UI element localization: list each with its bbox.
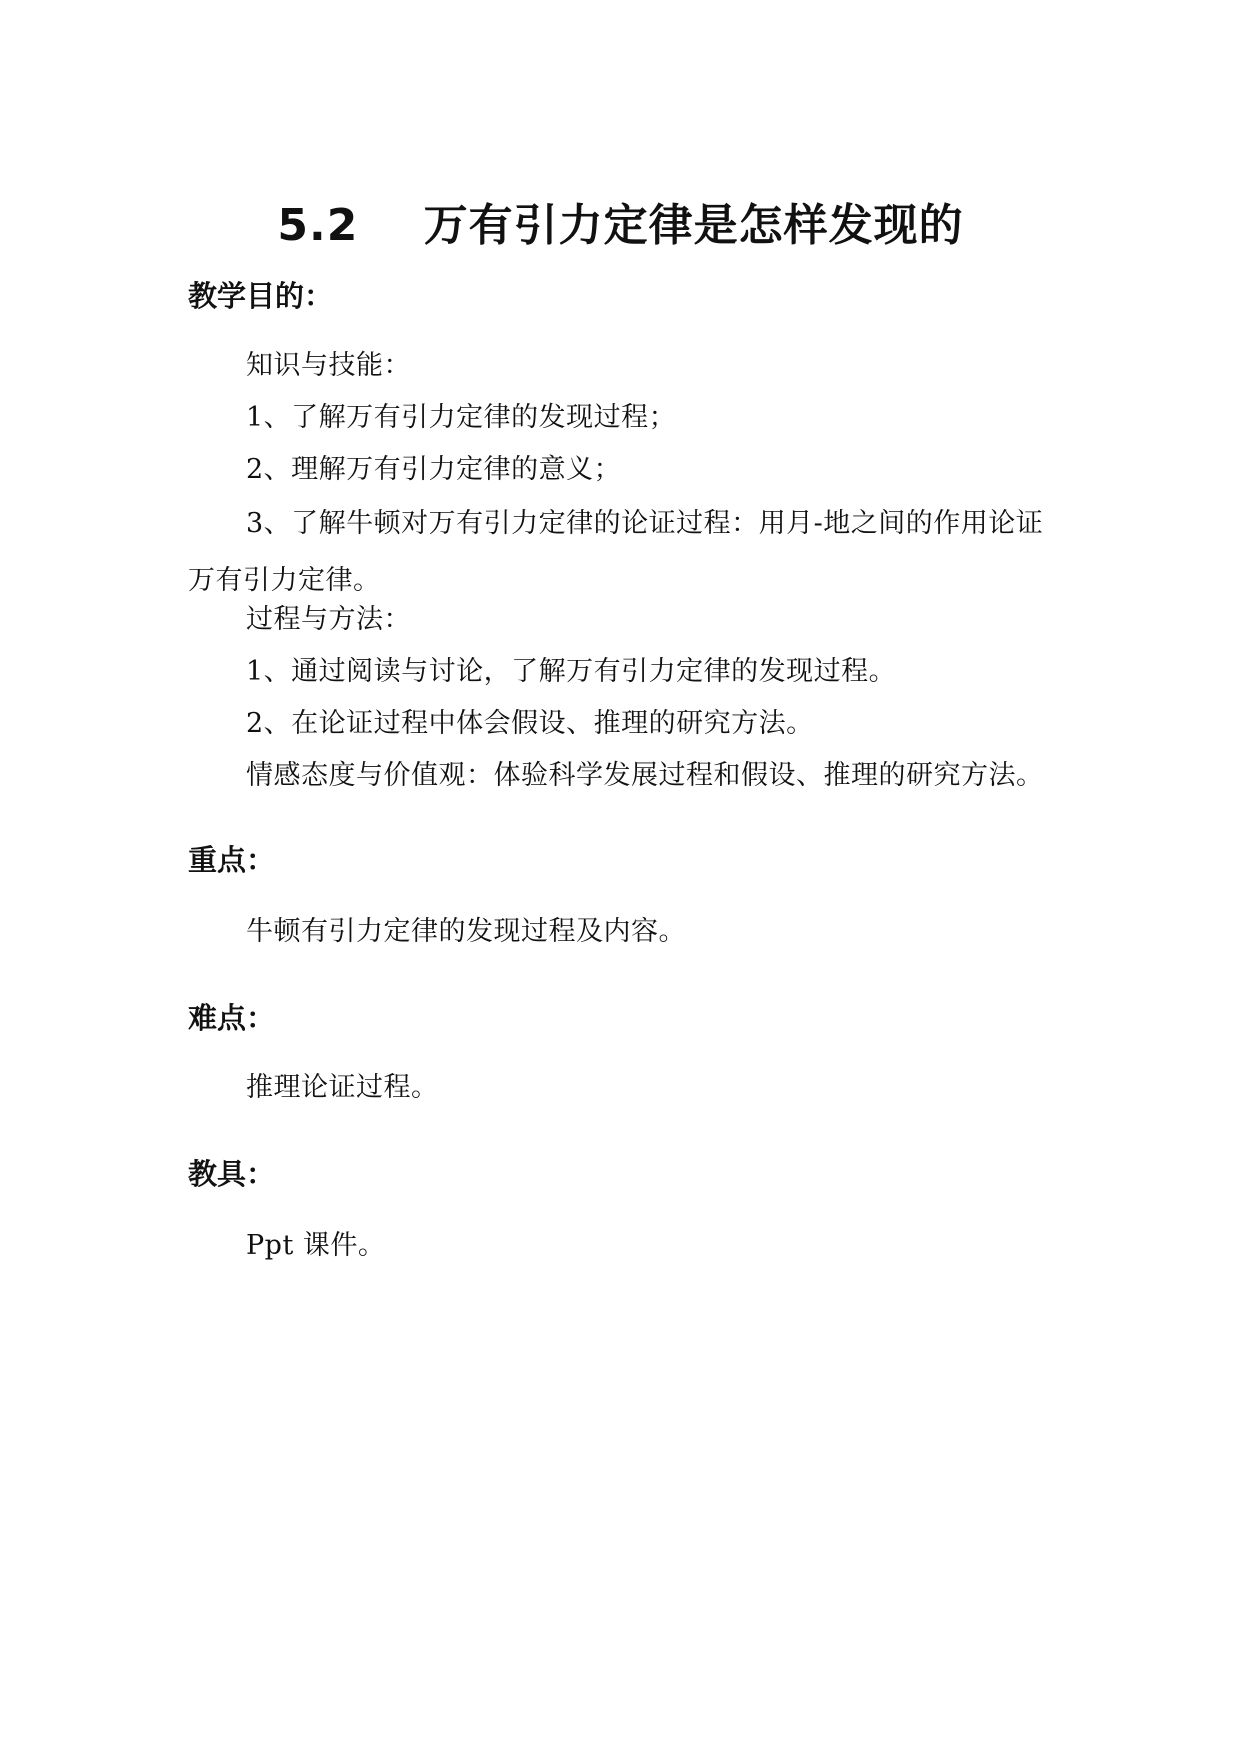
document-title: 5.2 万有引力定律是怎样发现的: [277, 200, 964, 251]
emotion-text: 情感态度与价值观：体验科学发展过程和假设、推理的研究方法。: [246, 760, 1044, 791]
teaching-aids-heading: 教具：: [188, 1157, 276, 1191]
key-points-heading: 重点：: [188, 843, 276, 877]
key-points-text: 牛顿有引力定律的发现过程及内容。: [246, 916, 686, 947]
teaching-aids-text: Ppt 课件。: [246, 1230, 386, 1261]
knowledge-item-3: 3、了解牛顿对万有引力定律的论证过程：用月-地之间的作用论证万有引力定律。: [188, 508, 1044, 596]
objectives-heading: 教学目的：: [188, 279, 334, 313]
process-label: 过程与方法：: [246, 604, 411, 635]
difficulties-text: 推理论证过程。: [246, 1072, 439, 1103]
difficulties-heading: 难点：: [188, 1001, 276, 1035]
knowledge-item-1: 1、了解万有引力定律的发现过程；: [246, 402, 677, 433]
knowledge-label: 知识与技能：: [246, 350, 411, 381]
knowledge-item-2: 2、理解万有引力定律的意义；: [246, 454, 622, 485]
process-item-2: 2、在论证过程中体会假设、推理的研究方法。: [246, 708, 814, 739]
process-item-1: 1、通过阅读与讨论，了解万有引力定律的发现过程。: [246, 656, 897, 687]
